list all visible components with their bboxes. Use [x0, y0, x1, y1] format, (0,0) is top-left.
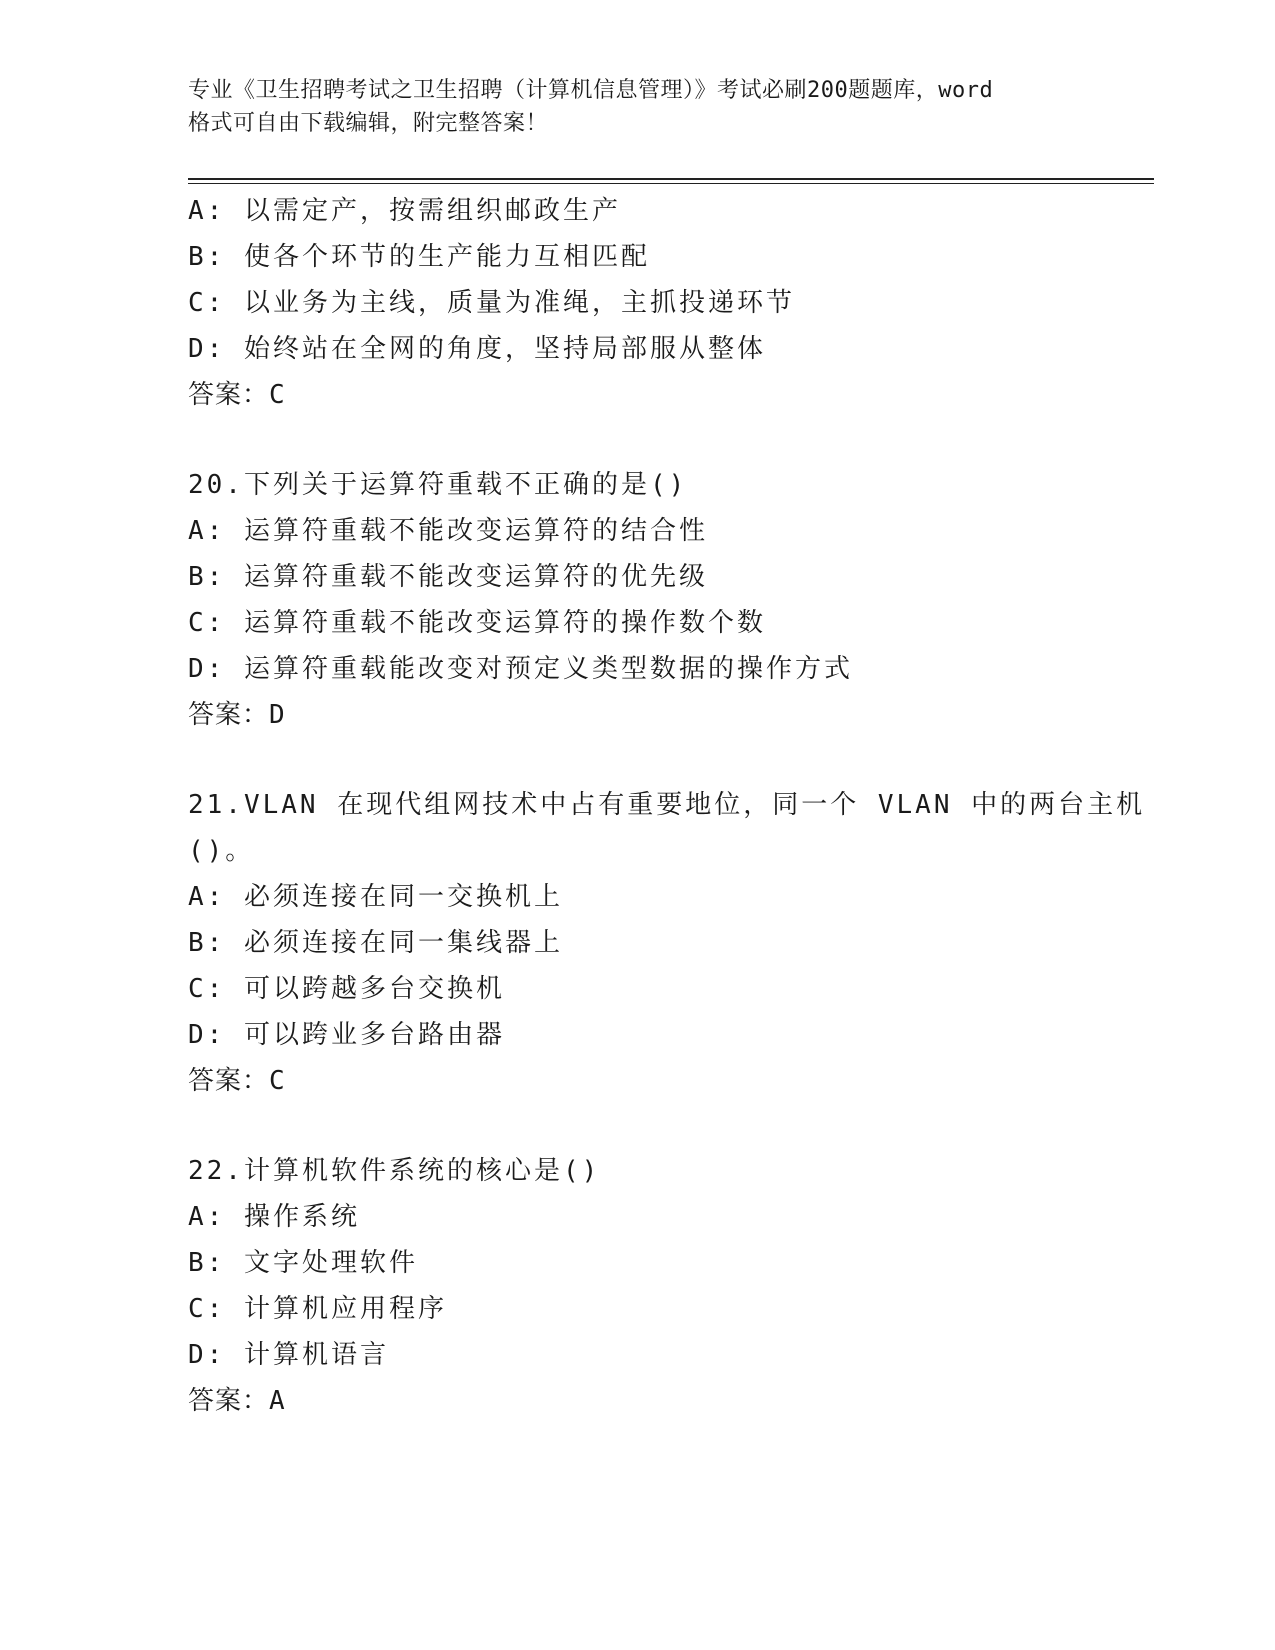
answer-value: C [269, 1066, 286, 1096]
answer-value: C [269, 380, 286, 410]
question-block [188, 782, 1146, 1104]
document-header [188, 74, 1088, 140]
question-block [188, 462, 1128, 738]
option-b: B: 使各个环节的生产能力互相匹配 [188, 242, 650, 272]
header-line-1: 专业《卫生招聘考试之卫生招聘（计算机信息管理）》考试必刷200题题库，word [188, 78, 994, 103]
option-a: A: 以需定产，按需组织邮政生产 [188, 196, 621, 226]
option-d: D: 始终站在全网的角度，坚持局部服从整体 [188, 334, 766, 364]
option-c: C: 运算符重载不能改变运算符的操作数个数 [188, 608, 766, 638]
question-block [188, 1148, 1128, 1424]
option-b: B: 必须连接在同一集线器上 [188, 928, 563, 958]
answer-value: D [269, 700, 286, 730]
answer-label: 答案： [188, 700, 270, 730]
answer-label: 答案： [188, 1066, 270, 1096]
question-title: 22.计算机软件系统的核心是() [188, 1156, 601, 1186]
answer-line [188, 1378, 1128, 1424]
header-line-2: 格式可自由下载编辑，附完整答案！ [188, 111, 549, 136]
question-title: 20.下列关于运算符重载不正确的是() [188, 470, 688, 500]
option-a: A: 必须连接在同一交换机上 [188, 882, 563, 912]
question-title: 21.VLAN 在现代组网技术中占有重要地位，同一个 VLAN 中的两台主机 [188, 790, 1146, 820]
question-title-continued: ()。 [188, 836, 255, 866]
option-a: A: 操作系统 [188, 1202, 360, 1232]
option-c: C: 计算机应用程序 [188, 1294, 447, 1324]
option-a: A: 运算符重载不能改变运算符的结合性 [188, 516, 708, 546]
option-d: D: 可以跨业多台路由器 [188, 1020, 505, 1050]
answer-line [188, 372, 1128, 418]
question-list [188, 188, 1146, 1424]
answer-label: 答案： [188, 1386, 270, 1416]
question-block-partial [188, 188, 1128, 418]
option-b: B: 文字处理软件 [188, 1248, 418, 1278]
answer-value: A [269, 1386, 286, 1416]
option-b: B: 运算符重载不能改变运算符的优先级 [188, 562, 708, 592]
option-c: C: 以业务为主线，质量为准绳，主抓投递环节 [188, 288, 795, 318]
option-d: D: 计算机语言 [188, 1340, 389, 1370]
header-rule-thick [188, 178, 1154, 180]
option-c: C: 可以跨越多台交换机 [188, 974, 505, 1004]
option-d: D: 运算符重载能改变对预定义类型数据的操作方式 [188, 654, 853, 684]
answer-label: 答案： [188, 380, 270, 410]
answer-line [188, 1058, 1128, 1104]
header-rule-thin [188, 183, 1154, 184]
answer-line [188, 692, 1128, 738]
